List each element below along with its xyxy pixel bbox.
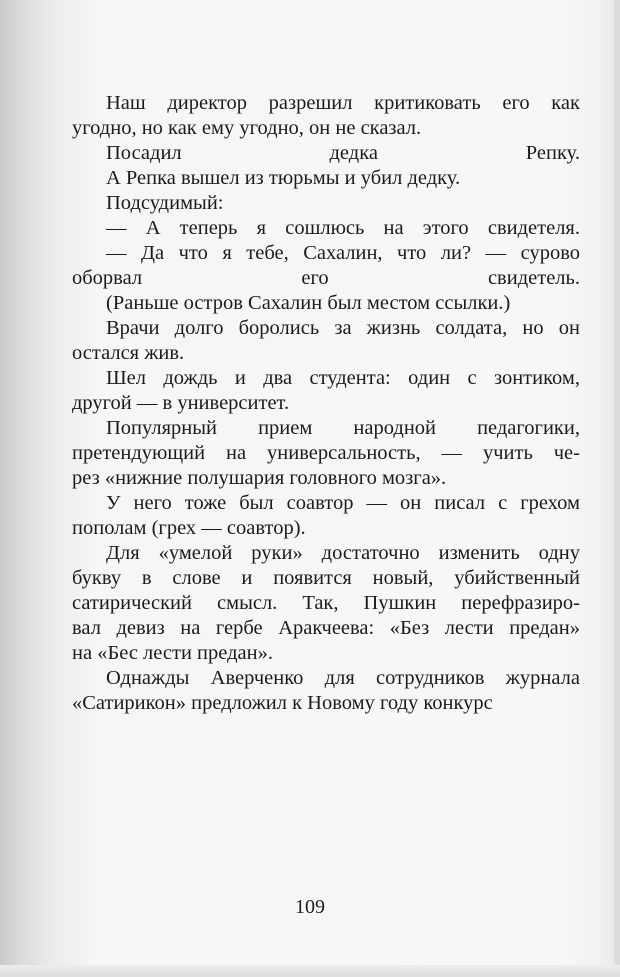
paragraph-doctors: [72, 316, 580, 366]
text-line: Шел дождь и два студента: один с зонтиком,: [106, 367, 580, 389]
text-line: — А теперь я сошлюсь на этого свидетеля.: [106, 217, 580, 239]
page-number: 109: [295, 896, 325, 918]
paragraph-coauthor: [72, 491, 580, 541]
text-line: другой — в университет.: [72, 392, 290, 414]
text-line: рез «нижние полушария головного мозга».: [72, 467, 447, 489]
text-line: сатирический смысл. Так, Пушкин перефразиро-: [72, 592, 580, 614]
text-line: Посадил дедка Репку.: [106, 142, 580, 164]
text-line: Популярный прием народной педагогики,: [106, 417, 580, 439]
text-line: У него тоже был соавтор — он писал с грехом: [106, 492, 580, 514]
page-text: [72, 91, 580, 716]
text-line: Наш директор разрешил критиковать его как: [106, 92, 580, 114]
text-line: Для «умелой руки» достаточно изменить одну: [106, 542, 580, 564]
text-line: Врачи долго боролись за жизнь солдата, но он: [106, 317, 580, 339]
text-line: Подсудимый:: [106, 192, 224, 214]
page-edge-right: [614, 0, 620, 977]
paragraph-pedagogy: [72, 416, 580, 491]
page-edge-bottom: [0, 965, 620, 977]
paragraph-repka: [72, 141, 580, 191]
paragraph-averchenko: [72, 666, 580, 716]
text-line: (Раньше остров Сахалин был местом ссылки.): [106, 292, 511, 314]
text-line: претендующий на универсальность, — учить че-: [72, 442, 580, 464]
text-line: остался жив.: [72, 342, 185, 364]
text-line: А Репка вышел из тюрьмы и убил дедку.: [106, 167, 461, 189]
text-line: на «Бес лести предан».: [72, 642, 273, 664]
paragraph-pushkin: [72, 541, 580, 666]
text-line: Однажды Аверченко для сотрудников журнала: [106, 667, 580, 689]
text-line: «Сатирикон» предложил к Новому году конкурс: [72, 692, 493, 714]
text-line: пополам (грех — соавтор).: [72, 517, 306, 539]
paragraph-director: [72, 91, 580, 141]
text-line: угодно, но как ему угодно, он не сказал.: [72, 117, 422, 139]
text-line: оборвал его свидетель.: [72, 267, 580, 289]
text-line: букву в слове и появится новый, убийственный: [72, 567, 580, 589]
text-line: — Да что я тебе, Сахалин, что ли? — сурово: [106, 242, 580, 264]
text-line: вал девиз на гербе Аракчеева: «Без лести предан»: [72, 617, 580, 639]
paragraph-sakhalin: [72, 191, 580, 316]
paragraph-rain: [72, 366, 580, 416]
